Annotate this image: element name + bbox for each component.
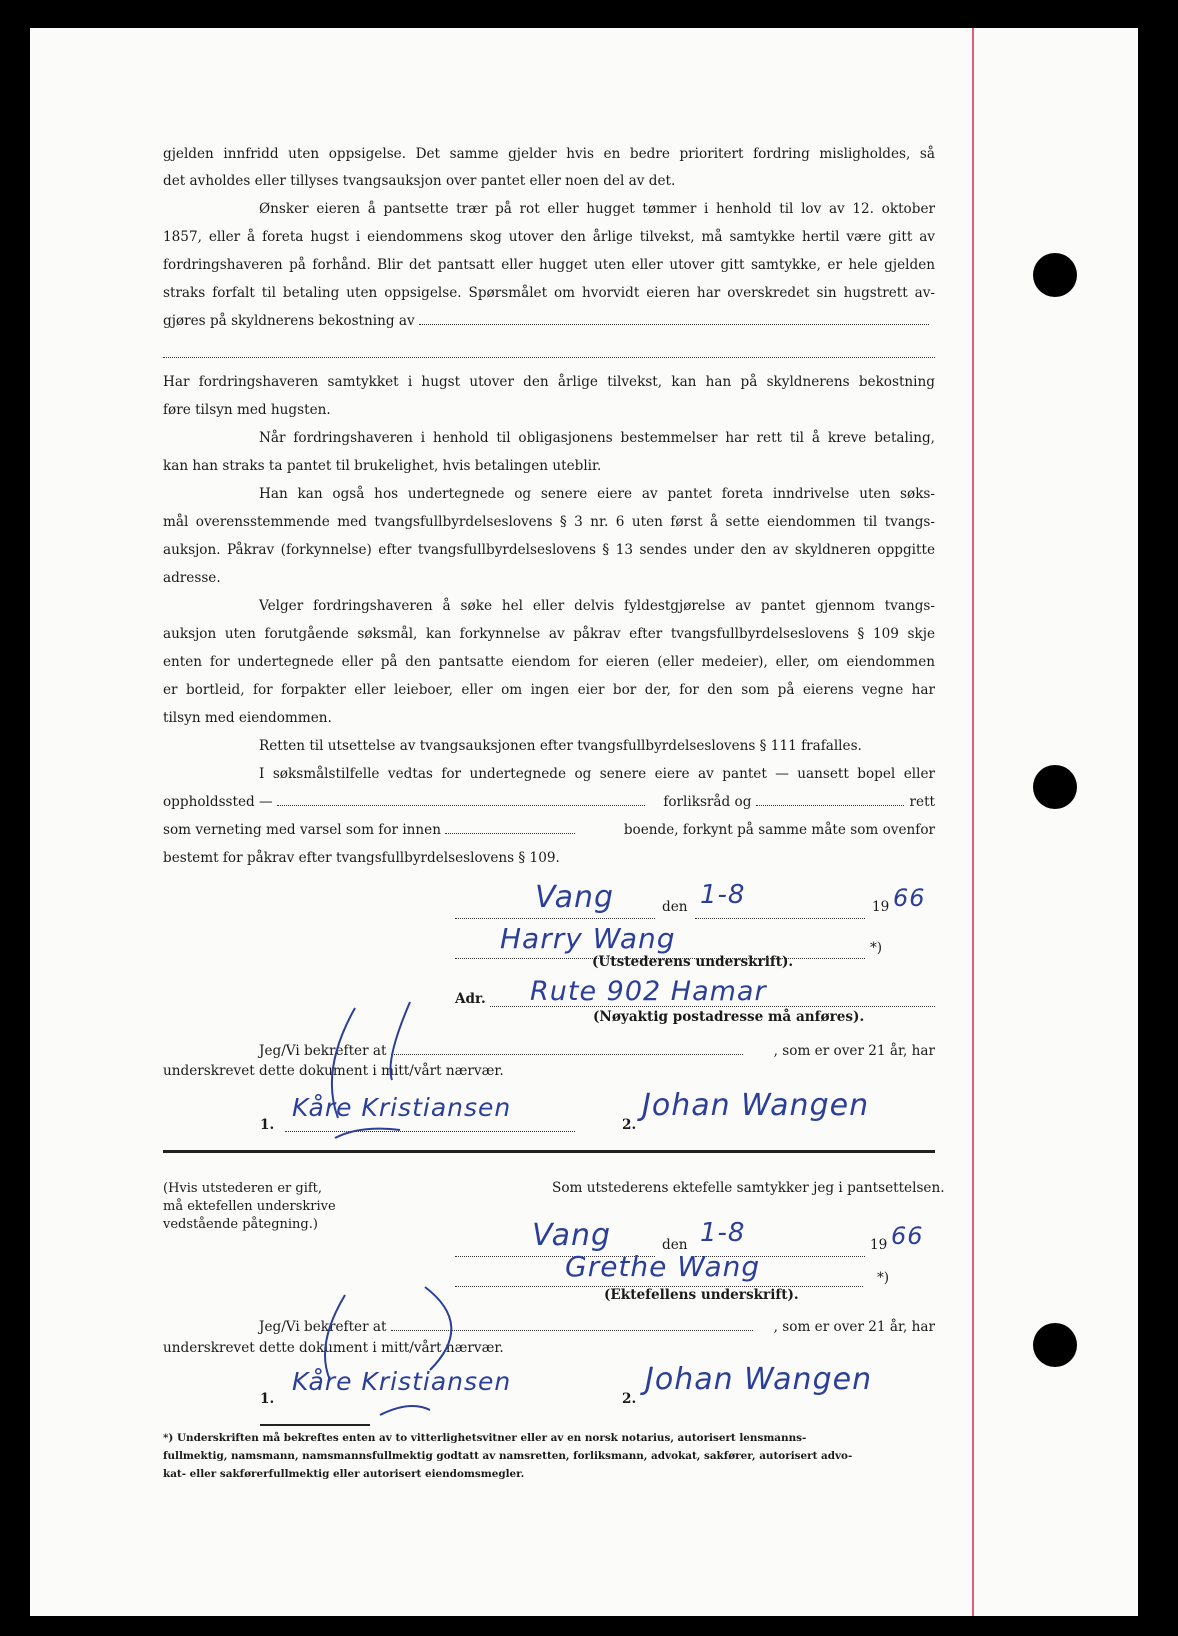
text-fragment: forliksråd og [663, 794, 752, 810]
adr-label: Adr. [455, 991, 486, 1007]
punch-hole-top [1033, 253, 1077, 297]
blank-field [163, 343, 935, 358]
text-line: auksjon. Påkrav (forkynnelse) efter tvangsfullbyrdelseslovens § 13 sendes under den av skyldneren oppgitte [163, 542, 935, 558]
witness-number: 2. [622, 1391, 637, 1407]
text-line: auksjon uten forutgående søksmål, kan forkynnelse av påkrav efter tvangsfullbyrdelseslovens § 109 skje [163, 626, 935, 642]
text-fragment: , som er over 21 år, har [773, 1319, 935, 1335]
text-line: Når fordringshaveren i henhold til obligasjonens bestemmelser har rett til å kreve betaling, [259, 430, 935, 446]
place-handwriting: Vang [532, 1218, 612, 1253]
witness-number: 1. [260, 1391, 275, 1407]
punch-hole-bottom [1033, 1323, 1077, 1367]
text-line: enten for undertegnede eller på den pantsatte eiendom for eieren (eller medeier), eller, om eiendommen [163, 654, 935, 670]
punch-hole-middle [1033, 765, 1077, 809]
year-handwriting: 66 [893, 884, 926, 912]
footnote-line: *) Underskriften må bekreftes enten av to vitterlighetsvitner eller av en norsk notarius, autorisert lensmanns- [163, 1432, 807, 1444]
text-line: kan han straks ta pantet til brukelighet, hvis betalingen uteblir. [163, 458, 602, 474]
text-line: Retten til utsettelse av tvangsauksjonen efter tvangsfullbyrdelseslovens § 111 frafalles. [259, 738, 862, 754]
spouse-signature: Grethe Wang [565, 1250, 761, 1283]
text-line: gjelden innfridd uten oppsigelse. Det samme gjelder hvis en bedre prioritert fordring misligholdes, så [163, 146, 935, 162]
footnote-rule [260, 1424, 370, 1426]
text-line: mål overensstemmende med tvangsfullbyrdelseslovens § 3 nr. 6 uten først å sette eiendommen til tvangs- [163, 514, 935, 530]
footnote-line: fullmektig, namsmann, namsmannsfullmektig godtatt av namsretten, forliksmann, advokat, sakfører, autorisert advo- [163, 1450, 853, 1462]
footnote-line: kat- eller sakførerfullmektig eller autorisert eiendomsmegler. [163, 1468, 525, 1480]
text-fragment: som verneting med varsel som for innen [163, 822, 441, 838]
year-prefix: 19 [870, 1237, 888, 1253]
venue-line [163, 794, 935, 810]
text-fragment: gjøres på skyldnerens bekostning av [163, 313, 415, 329]
blank-field [756, 805, 904, 806]
year-handwriting: 66 [891, 1222, 924, 1250]
text-fragment: , som er over 21 år, har [773, 1043, 935, 1059]
text-line: Han kan også hos undertegnede og senere eiere av pantet foreta inndrivelse uten søks- [259, 486, 935, 502]
text-line: 1857, eller å foreta hugst i eiendommens skog utover den årlige tilvekst, må samtykke hertil være gitt av [163, 229, 935, 245]
witness2-signature-1: Kåre Kristiansen [292, 1367, 512, 1396]
text-line: er bortleid, for forpakter eller leieboer, eller om ingen eier bor der, for den som på eierens vegne har [163, 682, 935, 698]
text-fragment: Jeg/Vi bekrefter at [259, 1043, 387, 1059]
witness-line [163, 1043, 935, 1059]
asterisk: *) [870, 940, 883, 956]
note-line: vedstående påtegning.) [163, 1217, 318, 1232]
note-line: må ektefellen underskrive [163, 1199, 336, 1214]
signature-caption: (Utstederens underskrift). [592, 954, 794, 970]
signature-flourish [300, 1285, 490, 1435]
text-line: straks forfalt til betaling uten oppsigelse. Spørsmålet om hvorvidt eieren har overskredet sin hugstrett av- [163, 285, 935, 301]
place-handwriting: Vang [535, 880, 615, 915]
text-line: bestemt for påkrav efter tvangsfullbyrdelseslovens § 109. [163, 850, 560, 866]
year-prefix: 19 [872, 899, 890, 915]
text-line: Ønsker eieren å pantsette trær på rot eller hugget tømmer i henhold til lov av 12. oktober [259, 201, 935, 217]
blank-field [419, 324, 929, 325]
text-line: Velger fordringshaveren å søke hel eller delvis fyldestgjørelse av pantet gjennom tvangs- [259, 598, 935, 614]
issuer-signature: Harry Wang [500, 922, 676, 955]
spouse-note [163, 1180, 336, 1234]
text-line: Har fordringshaveren samtykket i hugst utover den årlige tilvekst, kan han på skyldnerens bekostning [163, 374, 935, 390]
den-label: den [662, 1237, 688, 1253]
text-line: adresse. [163, 570, 221, 586]
text-fragment: rett [909, 794, 935, 810]
address-caption: (Nøyaktig postadresse må anføres). [593, 1009, 865, 1025]
signature-flourish [300, 1000, 460, 1160]
signature-caption: (Ektefellens underskrift). [604, 1287, 799, 1303]
address-handwriting: Rute 902 Hamar [530, 976, 767, 1007]
asterisk: *) [877, 1270, 890, 1286]
date-handwriting: 1-8 [700, 880, 746, 910]
witness1-signature-1: Kåre Kristiansen [292, 1093, 512, 1122]
margin-line [972, 28, 974, 1616]
text-line: underskrevet dette dokument i mitt/vårt nærvær. [163, 1063, 504, 1079]
witness2-signature-2: Johan Wangen [645, 1362, 873, 1397]
witness-number: 2. [622, 1117, 637, 1133]
spouse-consent: Som utstederens ektefelle samtykker jeg i pantsettelsen. [552, 1180, 945, 1196]
text-line: føre tilsyn med hugsten. [163, 402, 331, 418]
text-fragment: Jeg/Vi bekrefter at [259, 1319, 387, 1335]
witness-number: 1. [260, 1117, 275, 1133]
date-handwriting: 1-8 [700, 1218, 746, 1248]
text-line: det avholdes eller tillyses tvangsauksjon over pantet eller noen del av det. [163, 173, 676, 189]
text-line: tilsyn med eiendommen. [163, 710, 332, 726]
witness1-signature-2: Johan Wangen [642, 1088, 870, 1123]
section-divider [163, 1150, 935, 1153]
den-label: den [662, 899, 688, 915]
text-fragment: boende, forkynt på samme måte som ovenfor [623, 822, 935, 838]
text-line: underskrevet dette dokument i mitt/vårt nærvær. [163, 1340, 504, 1356]
blank-field [445, 833, 575, 834]
text-fragment: oppholdssted — [163, 794, 273, 810]
venue-line [163, 822, 935, 838]
blank-field [277, 805, 645, 806]
text-line [163, 313, 935, 329]
witness-line [163, 1319, 935, 1335]
text-line: fordringshaveren på forhånd. Blir det pantsatt eller hugget uten eller utover gitt samtykke, er hele gjelden [163, 257, 935, 273]
text-line: I søksmålstilfelle vedtas for undertegnede og senere eiere av pantet — uansett bopel eller [259, 766, 935, 782]
note-line: (Hvis utstederen er gift, [163, 1181, 323, 1196]
